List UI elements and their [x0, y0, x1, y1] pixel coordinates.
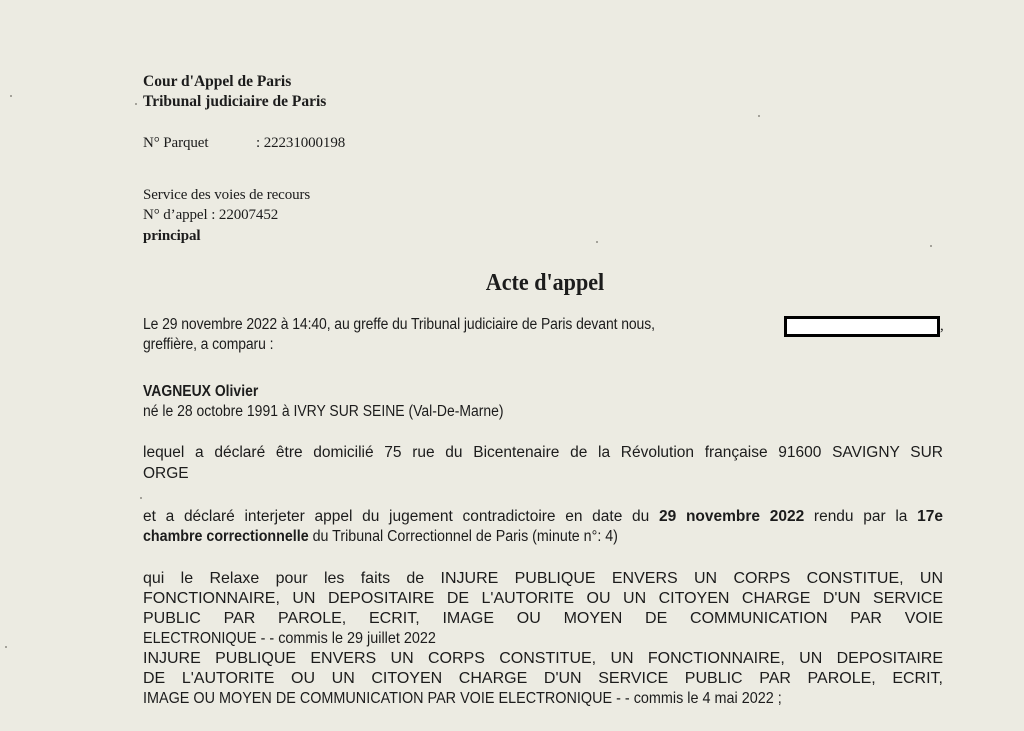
appellant-birth: né le 28 octobre 1991 à IVRY SUR SEINE (Val-De-Marne) [143, 403, 504, 420]
appeal-number: N° d’appel : 22007452 [143, 207, 279, 223]
appeal-line-1 [143, 508, 943, 526]
scan-speck [135, 103, 137, 105]
domicile-line-2: ORGE [143, 465, 189, 482]
charges-line-3: PUBLIC PAR PAROLE, ECRIT, IMAGE OU MOYEN DE COMMUNICATION PAR VOIE [143, 610, 943, 627]
charges-line-6: DE L'AUTORITE OU UN CITOYEN CHARGE D'UN SERVICE PUBLIC PAR PAROLE, ECRIT, [143, 670, 943, 687]
appeal-type: principal [143, 228, 201, 244]
scan-speck [140, 497, 142, 499]
parquet-label: N° Parquet [143, 135, 209, 151]
scan-speck [5, 646, 7, 648]
scan-speck [10, 95, 12, 97]
charges-line-4: ELECTRONIQUE - - commis le 29 juillet 2022 [143, 630, 436, 647]
domicile-line-1: lequel a déclaré être domicilié 75 rue du Bicentenaire de la Révolution française 91600 SAVIGNY SUR [143, 444, 943, 461]
parquet-number: : 22231000198 [256, 135, 346, 151]
intro-line-1: Le 29 novembre 2022 à 14:40, au greffe du Tribunal judiciaire de Paris devant nous, [143, 316, 655, 333]
intro-line-2: greffière, a comparu : [143, 336, 274, 353]
charges-line-2: FONCTIONNAIRE, UN DEPOSITAIRE DE L'AUTORITE OU UN CITOYEN CHARGE D'UN SERVICE [143, 590, 943, 607]
chamber-number: 17e [917, 508, 943, 525]
service-name: Service des voies de recours [143, 187, 311, 203]
scan-speck [758, 115, 760, 117]
scan-speck [930, 245, 932, 247]
appeal-mid: rendu par la [813, 508, 908, 525]
scan-speck [596, 241, 598, 243]
appeal-line-2 [143, 528, 618, 546]
tribunal-name: Tribunal judiciaire de Paris [143, 93, 327, 110]
charges-line-1: qui le Relaxe pour les faits de INJURE PUBLIQUE ENVERS UN CORPS CONSTITUE, UN [143, 570, 943, 587]
charges-line-7: IMAGE OU MOYEN DE COMMUNICATION PAR VOIE ELECTRONIQUE - - commis le 4 mai 2022 ; [143, 690, 782, 707]
court-name: Cour d'Appel de Paris [143, 73, 292, 90]
chamber-name: chambre correctionnelle [143, 528, 309, 545]
intro-comma: , [940, 318, 944, 334]
judgment-date: 29 novembre 2022 [659, 508, 805, 525]
redacted-clerk-name [784, 316, 940, 337]
appellant-name: VAGNEUX Olivier [143, 383, 259, 400]
appeal-rest: du Tribunal Correctionnel de Paris (minute n°: 4) [312, 528, 618, 545]
appeal-pre: et a déclaré interjeter appel du jugement contradictoire en date du [143, 508, 650, 525]
charges-line-5: INJURE PUBLIQUE ENVERS UN CORPS CONSTITUE, UN FONCTIONNAIRE, UN DEPOSITAIRE [143, 650, 943, 667]
document-title: Acte d'appel [485, 270, 605, 296]
